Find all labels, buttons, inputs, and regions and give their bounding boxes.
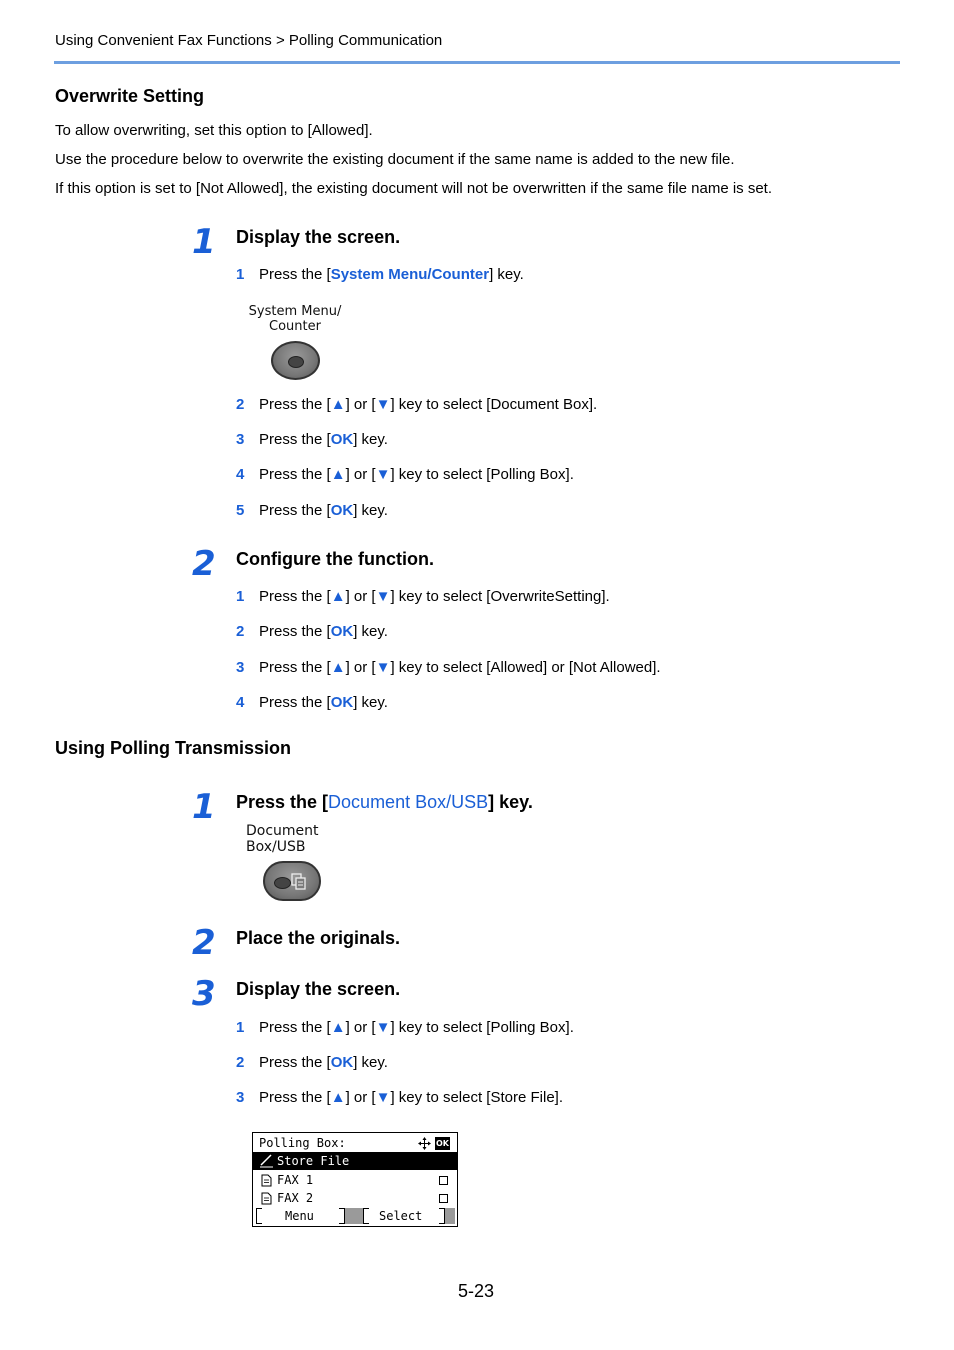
up-arrow-icon: ▲ bbox=[330, 1089, 346, 1106]
key-name: OK bbox=[330, 623, 354, 640]
system-menu-counter-key-label bbox=[244, 304, 346, 334]
lcd-row-label: FAX 2 bbox=[277, 1191, 314, 1205]
document-icon bbox=[261, 1192, 272, 1205]
up-arrow-icon: ▲ bbox=[330, 588, 346, 605]
paragraph: If this option is set to [Not Allowed], the existing document will not be overwritten if the same file name is set. bbox=[55, 180, 773, 197]
substep-number: 1 bbox=[236, 588, 245, 605]
step-title: Configure the function. bbox=[236, 549, 434, 569]
step-title: Place the originals. bbox=[236, 928, 401, 948]
key-name: OK bbox=[330, 502, 354, 519]
step-number: 1 bbox=[192, 222, 216, 262]
key-name: System Menu/Counter bbox=[330, 266, 490, 283]
lcd-softkey-row bbox=[253, 1207, 457, 1225]
led-icon bbox=[274, 877, 291, 889]
substep-text: Press the [ bbox=[259, 1089, 331, 1106]
down-arrow-icon: ▼ bbox=[375, 396, 391, 413]
substep-text: Press the [ bbox=[259, 266, 331, 283]
section-title-using-polling-transmission: Using Polling Transmission bbox=[55, 738, 292, 758]
lcd-title-row bbox=[253, 1134, 457, 1152]
substep-text: ] or [ bbox=[345, 659, 376, 676]
down-arrow-icon: ▼ bbox=[375, 466, 391, 483]
substep bbox=[236, 588, 610, 605]
step-title: Display the screen. bbox=[236, 979, 401, 999]
key-name: OK bbox=[330, 694, 354, 711]
substep-text: Press the [ bbox=[259, 659, 331, 676]
substep-text: ] key. bbox=[353, 694, 388, 711]
key-name: Document Box/USB bbox=[328, 792, 489, 812]
led-icon bbox=[288, 356, 304, 368]
key-name: OK bbox=[330, 431, 354, 448]
down-arrow-icon: ▼ bbox=[375, 588, 391, 605]
substep-text: ] key to select [OverwriteSetting]. bbox=[390, 588, 610, 605]
step-title-text: Press the [ bbox=[236, 792, 329, 812]
substep-text: ] key. bbox=[353, 1054, 388, 1071]
substep-number: 3 bbox=[236, 431, 245, 448]
bracket-left-icon bbox=[363, 1208, 369, 1224]
system-menu-counter-key[interactable] bbox=[271, 341, 320, 380]
substep-number: 4 bbox=[236, 466, 245, 483]
substep-text: Press the [ bbox=[259, 502, 331, 519]
lcd-row-selected bbox=[253, 1152, 457, 1170]
substep-number: 2 bbox=[236, 1054, 245, 1071]
step-number: 3 bbox=[192, 974, 216, 1014]
breadcrumb: Using Convenient Fax Functions > Polling Communication bbox=[55, 32, 443, 49]
substep-number: 1 bbox=[236, 1019, 245, 1036]
paragraph: To allow overwriting, set this option to [Allowed]. bbox=[55, 122, 373, 139]
softkey-menu[interactable]: Menu bbox=[285, 1209, 314, 1223]
key-label-line: System Menu/ bbox=[248, 304, 342, 319]
substep-text: Press the [ bbox=[259, 588, 331, 605]
lcd-row bbox=[253, 1189, 457, 1207]
substep bbox=[236, 466, 574, 483]
up-arrow-icon: ▲ bbox=[330, 396, 346, 413]
down-arrow-icon: ▼ bbox=[375, 659, 391, 676]
substep-text: ] or [ bbox=[345, 396, 376, 413]
substep-number: 5 bbox=[236, 502, 245, 519]
checkbox-icon bbox=[439, 1176, 448, 1185]
substep-text: ] key to select [Allowed] or [Not Allowed]. bbox=[390, 659, 661, 676]
document-box-icon bbox=[291, 873, 309, 891]
key-label-line: Box/USB bbox=[246, 839, 306, 855]
softkey-select[interactable]: Select bbox=[379, 1209, 423, 1223]
substep-text: ] key to select [Polling Box]. bbox=[390, 1019, 574, 1036]
substep-text: Press the [ bbox=[259, 431, 331, 448]
substep bbox=[236, 431, 388, 448]
step-title: Display the screen. bbox=[236, 227, 401, 247]
substep bbox=[236, 623, 388, 640]
substep bbox=[236, 502, 388, 519]
substep-number: 2 bbox=[236, 396, 245, 413]
substep bbox=[236, 266, 524, 283]
substep bbox=[236, 694, 388, 711]
section-title-overwrite-setting: Overwrite Setting bbox=[55, 86, 205, 106]
softkey-divider bbox=[345, 1208, 363, 1224]
substep-text: ] key to select [Document Box]. bbox=[390, 396, 598, 413]
substep bbox=[236, 1054, 388, 1071]
document-box-usb-key[interactable] bbox=[263, 861, 321, 901]
pencil-icon bbox=[259, 1154, 274, 1168]
substep-text: Press the [ bbox=[259, 396, 331, 413]
substep bbox=[236, 659, 661, 676]
substep-number: 2 bbox=[236, 623, 245, 640]
document-icon bbox=[261, 1174, 272, 1187]
up-arrow-icon: ▲ bbox=[330, 466, 346, 483]
page-number: 5-23 bbox=[458, 1281, 495, 1301]
lcd-row-label: FAX 1 bbox=[277, 1173, 314, 1187]
key-label-line: Counter bbox=[269, 319, 321, 334]
substep-text: ] or [ bbox=[345, 1089, 376, 1106]
substep-text: ] or [ bbox=[345, 588, 376, 605]
substep-text: Press the [ bbox=[259, 466, 331, 483]
substep-text: ] key. bbox=[353, 431, 388, 448]
substep-number: 4 bbox=[236, 694, 245, 711]
ok-badge-icon: OK bbox=[436, 1139, 449, 1148]
substep bbox=[236, 1089, 563, 1106]
substep-text: ] key. bbox=[489, 266, 524, 283]
step-number: 1 bbox=[192, 787, 216, 827]
step-title bbox=[236, 792, 533, 813]
bracket-left-icon bbox=[256, 1208, 262, 1224]
substep-text: ] or [ bbox=[345, 466, 376, 483]
substep-text: ] key to select [Polling Box]. bbox=[390, 466, 574, 483]
substep-text: Press the [ bbox=[259, 1019, 331, 1036]
substep-text: ] key. bbox=[353, 502, 388, 519]
lcd-row bbox=[253, 1171, 457, 1189]
down-arrow-icon: ▼ bbox=[375, 1019, 391, 1036]
step-title-text: ] key. bbox=[488, 792, 533, 812]
step-number: 2 bbox=[192, 923, 216, 963]
substep bbox=[236, 396, 597, 413]
substep-text: Press the [ bbox=[259, 623, 331, 640]
lcd-title: Polling Box: bbox=[259, 1136, 346, 1150]
substep-text: ] key to select [Store File]. bbox=[390, 1089, 564, 1106]
lcd-screen bbox=[252, 1132, 458, 1227]
key-label-line: Document bbox=[246, 823, 319, 839]
down-arrow-icon: ▼ bbox=[375, 1089, 391, 1106]
up-arrow-icon: ▲ bbox=[330, 1019, 346, 1036]
softkey-divider bbox=[445, 1208, 455, 1224]
substep-text: ] key. bbox=[353, 623, 388, 640]
substep-number: 3 bbox=[236, 1089, 245, 1106]
key-name: OK bbox=[330, 1054, 354, 1071]
paragraph: Use the procedure below to overwrite the existing document if the same name is added to the new file. bbox=[55, 151, 735, 168]
substep-text: Press the [ bbox=[259, 694, 331, 711]
substep-text: ] or [ bbox=[345, 1019, 376, 1036]
checkbox-icon bbox=[439, 1194, 448, 1203]
substep-number: 1 bbox=[236, 266, 245, 283]
lcd-row-label: Store File bbox=[277, 1154, 350, 1168]
substep bbox=[236, 1019, 574, 1036]
document-box-usb-key-label bbox=[246, 823, 319, 855]
header-rule bbox=[54, 61, 900, 64]
navigation-cross-icon bbox=[418, 1137, 431, 1150]
step-number: 2 bbox=[192, 544, 216, 584]
up-arrow-icon: ▲ bbox=[330, 659, 346, 676]
substep-number: 3 bbox=[236, 659, 245, 676]
substep-text: Press the [ bbox=[259, 1054, 331, 1071]
